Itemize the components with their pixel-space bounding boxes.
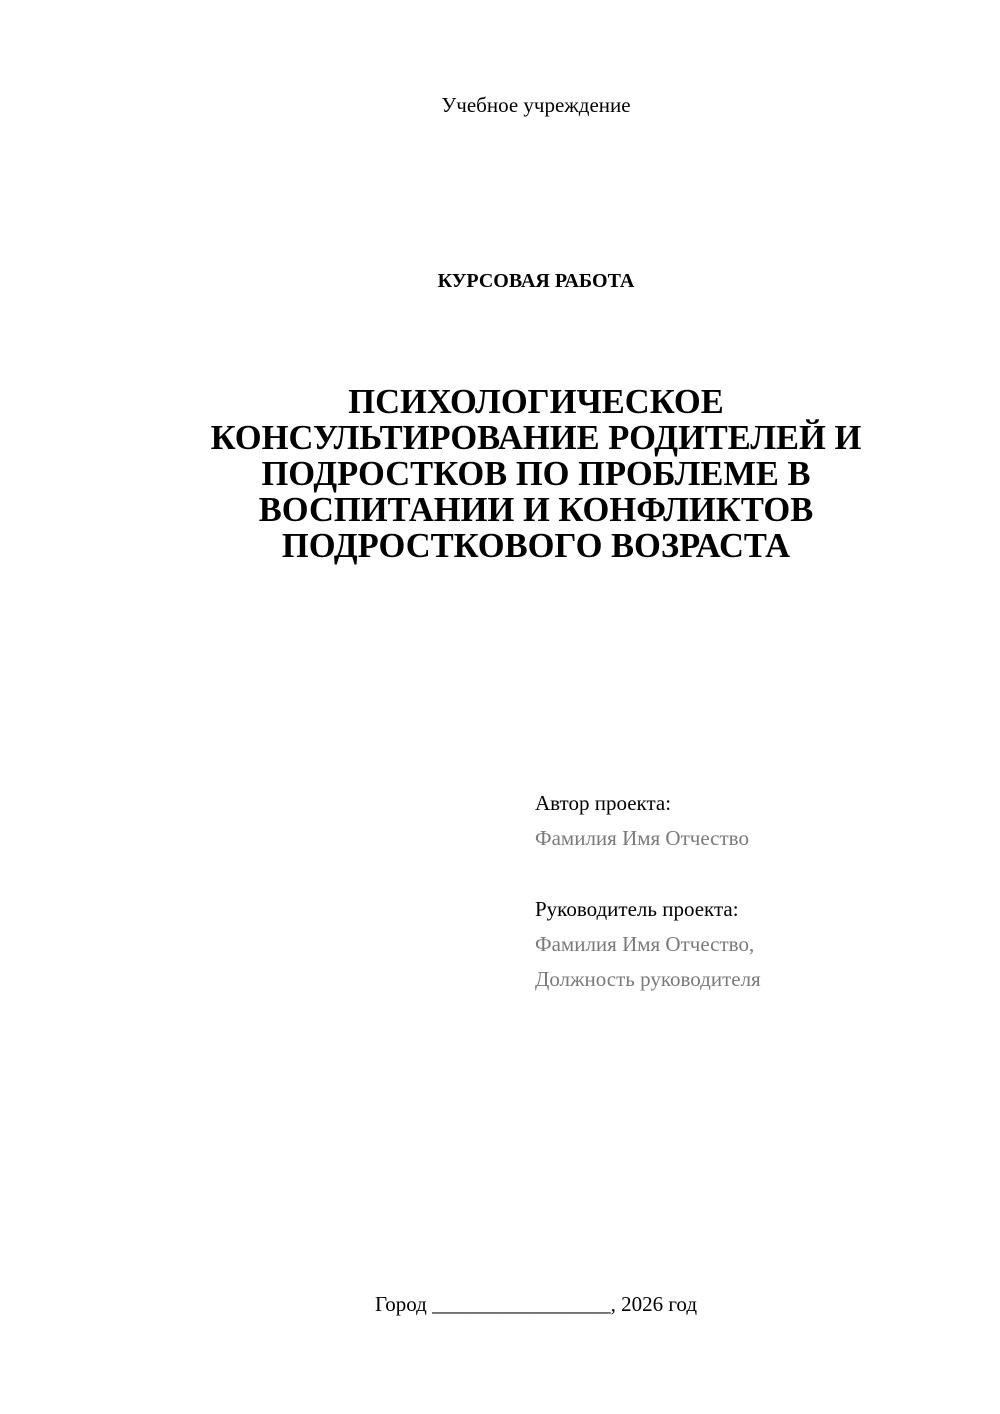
supervisor-label: Руководитель проекта: — [535, 897, 739, 921]
title-line: КОНСУЛЬТИРОВАНИЕ РОДИТЕЛЕЙ И — [210, 419, 862, 457]
title-line: ПСИХОЛОГИЧЕСКОЕ — [348, 383, 724, 421]
document-type: КУРСОВАЯ РАБОТА — [437, 270, 635, 292]
title-line: ПОДРОСТКОВОГО ВОЗРАСТА — [281, 527, 791, 565]
author-name-placeholder: Фамилия Имя Отчество — [535, 826, 749, 850]
document-title — [110, 384, 962, 564]
author-block — [535, 786, 955, 856]
supervisor-name-placeholder: Фамилия Имя Отчество, — [535, 932, 755, 956]
city-label: Город — [374, 1292, 427, 1316]
year-text: , 2026 год — [610, 1292, 698, 1316]
author-label: Автор проекта: — [535, 791, 672, 815]
title-line: ПОДРОСТКОВ ПО ПРОБЛЕМЕ В — [261, 455, 811, 493]
title-line: ВОСПИТАНИИ И КОНФЛИКТОВ — [258, 491, 814, 529]
city-blank: _________________ — [432, 1292, 611, 1316]
city-year-line — [0, 1286, 1000, 1322]
supervisor-position-placeholder: Должность руководителя — [535, 967, 761, 991]
institution-name: Учебное учреждение — [441, 93, 631, 117]
supervisor-block — [535, 892, 955, 997]
